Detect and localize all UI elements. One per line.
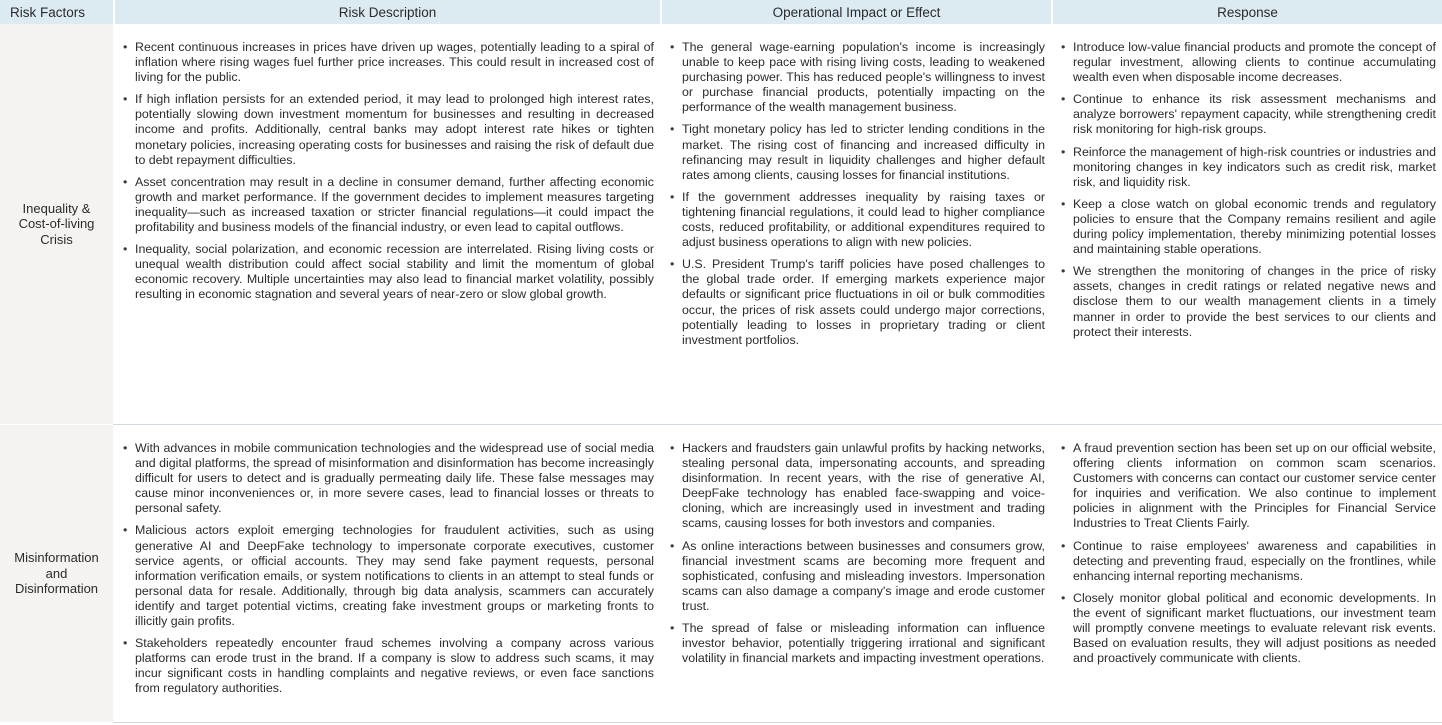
list-item: • If the government addresses inequality by raising taxes or tightening financial regulations, it could lead to higher compliance costs, reduced profitability, or additional expenditures required to adjust business operations to align with new policies. (670, 190, 1045, 250)
bullet-list (113, 425, 660, 697)
list-item: • We strengthen the monitoring of changes in the price of risky assets, changes in credit ratings or related negative news and disclose them to our wealth management clients in a timely manner in order to provide the best services to our clients and protect their interests. (1061, 264, 1436, 339)
table-row (0, 425, 1442, 723)
list-item: • Tight monetary policy has led to stricter lending conditions in the market. The rising cost of financing and increased difficulty in refinancing may result in liquidity challenges and higher default rates among clients, causing losses for financial institutions. (670, 122, 1045, 182)
list-item: • Closely monitor global political and economic developments. In the event of significant market fluctuations, our investment team will promptly convene meetings to evaluate relevant risk events. Based on evaluation results, they will adjust positions as needed and proactively communicate with clients. (1061, 591, 1436, 666)
risk-factor-label: Cost-of-living (18, 216, 95, 232)
risk-description-cell (113, 425, 660, 723)
response-cell (1051, 24, 1442, 425)
header-risk-factors: Risk Factors (0, 0, 113, 24)
risk-description-cell (113, 24, 660, 425)
risk-factor-label: and (45, 565, 68, 581)
risk-factor-label: Misinformation (14, 550, 99, 566)
bullet-list (660, 24, 1051, 348)
bullet-list (660, 425, 1051, 666)
list-item: • Continue to raise employees' awareness and capabilities in detecting and preventing fraud, especially on the frontlines, while enhancing internal reporting mechanisms. (1061, 539, 1436, 584)
list-item: • Stakeholders repeatedly encounter fraud schemes involving a company across various platforms can erode trust in the brand. If a company is slow to address such scams, it may incur significant costs in handling complaints and negative reviews, or even face sanctions from regulatory authorities. (123, 636, 654, 696)
header-response: Response (1051, 0, 1442, 24)
list-item: • With advances in mobile communication technologies and the widespread use of social media and digital platforms, the spread of misinformation and disinformation has become increasingly difficult for users to detect and is gradually permeating daily life. These false messages may cause minor inconveniences or, in more severe cases, lead to financial losses or threats to personal safety. (123, 441, 654, 516)
list-item: • The spread of false or misleading information can influence investor behavior, potentially triggering irrational and significant volatility in financial markets and impacting investment operations. (670, 621, 1045, 666)
operational-impact-cell (660, 24, 1051, 425)
list-item: • Hackers and fraudsters gain unlawful profits by hacking networks, stealing personal data, impersonating accounts, and spreading disinformation. In recent years, with the rise of generative AI, DeepFake technology has enabled face-swapping and voice-cloning, which are increasingly used in investment and trading scams, causing losses for both investors and companies. (670, 441, 1045, 532)
risk-factor-cell (0, 24, 113, 425)
list-item: • Recent continuous increases in prices have driven up wages, potentially leading to a spiral of inflation where rising wages fuel further price increases. This could result in increased cost of living for the public. (123, 40, 654, 85)
response-cell (1051, 425, 1442, 723)
bullet-list (1051, 24, 1442, 340)
list-item: • Introduce low-value financial products and promote the concept of regular investment, allowing clients to continue accumulating wealth even when disposable income decreases. (1061, 40, 1436, 85)
risk-factor-label: Inequality & (22, 200, 91, 216)
risk-factor-label: Crisis (40, 231, 73, 247)
list-item: • Reinforce the management of high-risk countries or industries and monitoring changes in key indicators such as credit risk, market risk, and liquidity risk. (1061, 145, 1436, 190)
list-item: • Malicious actors exploit emerging technologies for fraudulent activities, such as using generative AI and DeepFake technology to impersonate corporate executives, customer service agents, or official accounts. They may send fake payment requests, personal information verification emails, or system notifications to clients in an attempt to steal funds or personal data for resale. Additionally, through big data analysis, scammers can accurately identify and target potential victims, creating fake investment groups or marketing fronts to illicitly gain profits. (123, 523, 654, 629)
list-item: • The general wage-earning population's income is increasingly unable to keep pace with rising living costs, leading to weakened purchasing power. This has reduced people's willingness to invest or purchase financial products, potentially impacting on the performance of the wealth management business. (670, 40, 1045, 115)
risk-factor-cell (0, 425, 113, 723)
list-item: • If high inflation persists for an extended period, it may lead to prolonged high interest rates, potentially slowing down investment momentum for businesses and resulting in decreased income and profits. Additionally, central banks may adopt interest rate hikes or tighten monetary policies, increasing operating costs for businesses and raising the risk of default due to debt repayment difficulties. (123, 92, 654, 167)
list-item: • Keep a close watch on global economic trends and regulatory policies to ensure that the Company remains resilient and agile during policy implementation, thereby minimizing potential losses and maintaining stable operations. (1061, 197, 1436, 257)
list-item: • U.S. President Trump's tariff policies have posed challenges to the global trade order. If emerging markets experience major defaults or significant price fluctuations in oil or bulk commodities occur, the prices of risk assets could undergo major corrections, potentially leading to losses in proprietary trading or client investment portfolios. (670, 257, 1045, 348)
bullet-list (113, 24, 660, 303)
risk-factor-label: Disinformation (14, 581, 99, 597)
list-item: • Continue to enhance its risk assessment mechanisms and analyze borrowers' repayment capacity, while strengthening credit risk monitoring for high-risk groups. (1061, 92, 1436, 137)
bullet-list (1051, 425, 1442, 666)
header-risk-description: Risk Description (113, 0, 660, 24)
list-item: • A fraud prevention section has been set up on our official website, offering clients information on common scam scenarios. Customers with concerns can contact our customer service center for inquiries and verification. We also continue to implement policies in alignment with the Principles for Financial Service Industries to Treat Clients Fairly. (1061, 441, 1436, 532)
list-item: • As online interactions between businesses and consumers grow, financial investment scams are becoming more frequent and sophisticated, confusing and misleading investors. Impersonation scams can also damage a company's image and erode customer trust. (670, 539, 1045, 614)
header-operational-impact: Operational Impact or Effect (660, 0, 1051, 24)
table-row (0, 24, 1442, 425)
table-header (0, 0, 1442, 24)
operational-impact-cell (660, 425, 1051, 723)
list-item: • Asset concentration may result in a decline in consumer demand, further affecting economic growth and market performance. If the government decides to implement measures targeting inequality—such as increased taxation or stricter financial regulations—it could impact the profitability and business models of the financial industry, or even lead to capital outflows. (123, 175, 654, 235)
list-item: • Inequality, social polarization, and economic recession are interrelated. Rising living costs or unequal wealth distribution could affect social stability and limit the momentum of global economic recovery. Multiple uncertainties may also lead to financial market volatility, possibly resulting in economic stagnation and several years of near-zero or slow global growth. (123, 242, 654, 302)
